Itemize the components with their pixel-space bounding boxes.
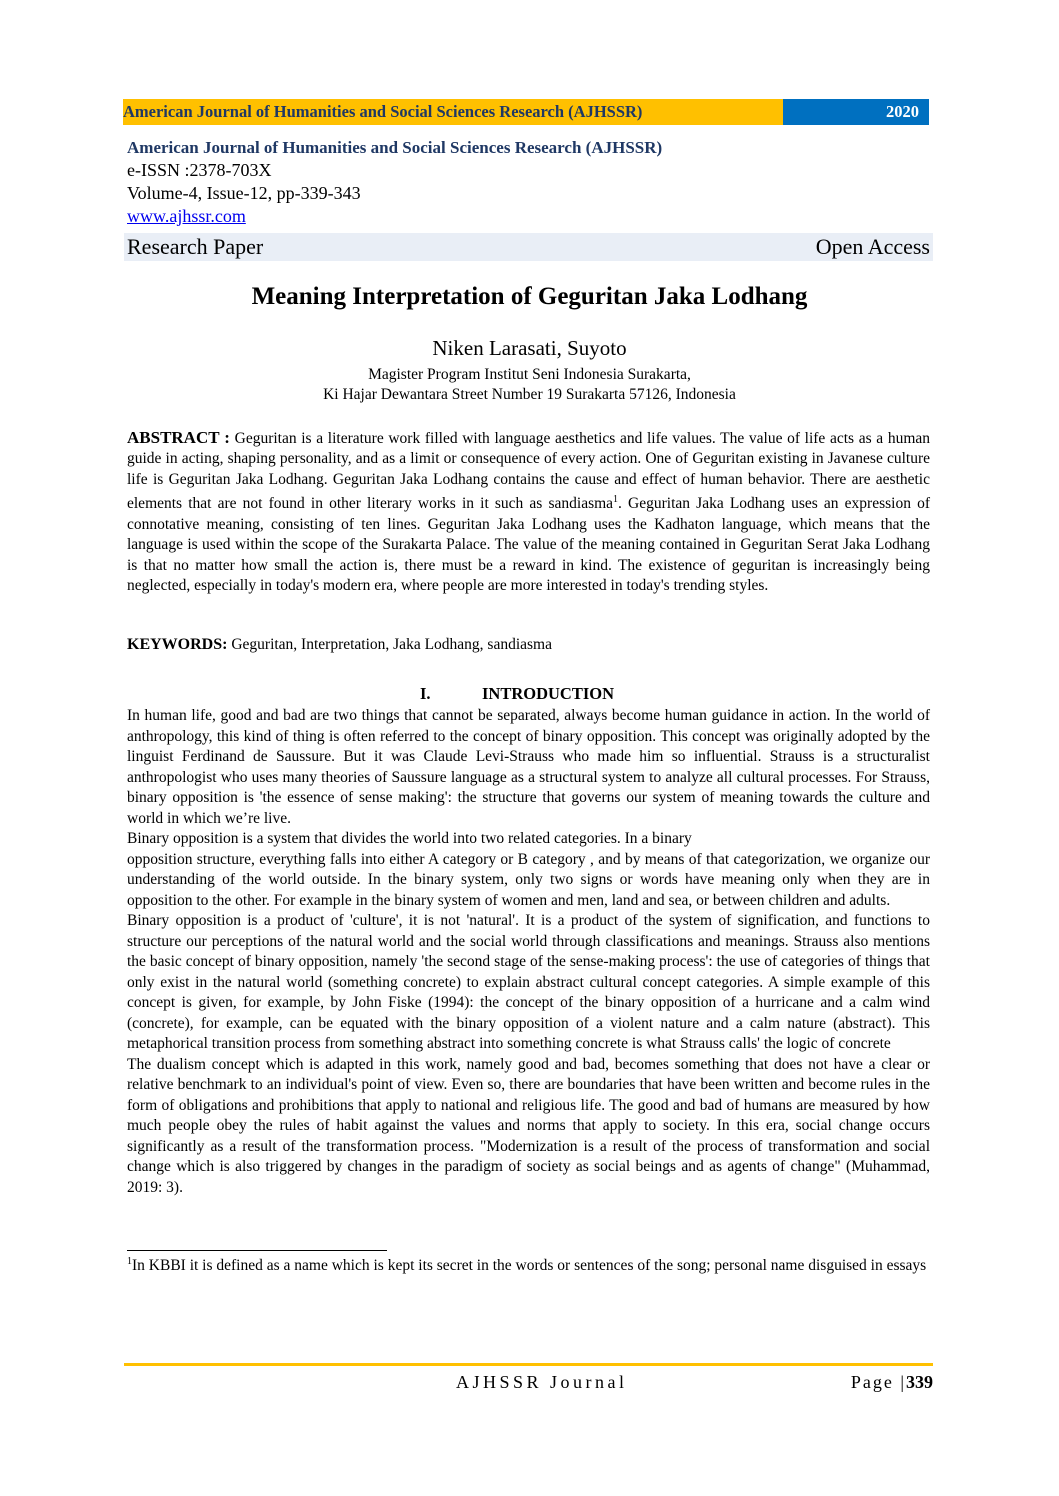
footer-divider: [124, 1363, 933, 1366]
paragraph: opposition structure, everything falls into either A category or B category , and by means of that categorization, we organize our understanding of the world outside. In the binary system, only two signs or words have meaning only when they are in opposition to the other. For example in the binary system of women and men, land and sea, or between children and adults.: [127, 850, 930, 909]
footer-page: [851, 1372, 933, 1393]
footnote-mark: 1: [127, 1256, 132, 1267]
running-header-journal: American Journal of Humanities and Social Sciences Research (AJHSSR): [123, 99, 783, 125]
abstract-text-2: . Geguritan Jaka Lodhang uses an expression of connotative meaning, consisting of ten lines. Geguritan Jaka Lodhang uses the Kadhaton language, which means that the language is used within the scope of the Surakarta Palace. The value of the meaning contained in Geguritan Serat Jaka Lodhang is that no matter how small the action is, there must be a reward in kind. The existence of geguritan is increasingly being neglected, especially in today's modern era, where people are more interested in today's trending styles.: [127, 495, 930, 594]
running-header: [123, 99, 929, 125]
footnote-ref[interactable]: 1: [613, 494, 619, 506]
footnote: [127, 1252, 930, 1276]
footnote-text: In KBBI it is defined as a name which is kept its secret in the words or sentences of the song; personal name disguised in essays: [132, 1257, 927, 1275]
page-number: 339: [906, 1372, 933, 1392]
website-link[interactable]: www.ajhssr.com: [127, 206, 246, 226]
keywords: [127, 636, 930, 654]
keywords-text: Geguritan, Interpretation, Jaka Lodhang, sandiasma: [227, 636, 552, 653]
masthead: [127, 137, 933, 228]
paragraph: The dualism concept which is adapted in this work, namely good and bad, becomes something that does not have a clear or relative benchmark to an individual's point of view. Even so, there are boundaries that have been written and become rules in the form of obligations and prohibitions that apply to national and religious life. The good and bad of humans are measured by how much people obey the rules of habit against the values and norms that apply to society. In this era, social change occurs significantly as a result of the transformation process. "Modernization is a result of the process of transformation and social change which is also triggered by changes in the paradigm of society as social beings and as agents of change" (Muhammad, 2019: 3).: [127, 1055, 930, 1196]
footer-journal: AJHSSR Journal: [456, 1372, 628, 1392]
paragraph: In human life, good and bad are two things that cannot be separated, always become human guidance in action. In the world of anthropology, this kind of thing is often referred to the concept of binary opposition. This concept was originally adopted by the linguist Ferdinand de Saussure. But it was Claude Levi-Strauss who made him so influential. Strauss is a structuralist anthropologist who uses many theories of Saussure language as a structural system to analyze all cultural processes. For Strauss, binary opposition is 'the essence of sense making': the structure that governs our system of meaning towards the culture and world in which we’re live.: [127, 707, 930, 827]
affiliation: [0, 365, 1059, 405]
running-header-year: 2020: [783, 99, 929, 125]
masthead-journal: American Journal of Humanities and Social Sciences Research (AJHSSR): [127, 138, 663, 157]
affiliation-line-1: Magister Program Institut Seni Indonesia Surakarta,: [368, 366, 691, 383]
section-title: INTRODUCTION: [482, 684, 615, 703]
affiliation-line-2: Ki Hajar Dewantara Street Number 19 Surakarta 57126, Indonesia: [323, 386, 736, 403]
issn: e-ISSN :2378-703X: [127, 160, 272, 180]
section-number: I.: [420, 684, 431, 703]
paper-type-bar: [124, 233, 933, 261]
access-type: Open Access: [815, 234, 930, 259]
paper-type: Research Paper: [127, 234, 264, 259]
abstract-label: ABSTRACT :: [127, 428, 230, 447]
introduction-body: [127, 706, 930, 1198]
abstract: [127, 428, 930, 596]
abstract-text-1: Geguritan is a literature work filled with language aesthetics and life values. The value of life acts as a human guide in acting, shaping personality, and as a limit or consequence of every action. One of Geguritan existing in Javanese culture life is Geguritan Jaka Lodhang. Geguritan Jaka Lodhang contains the cause and effect of human behavior. There are aesthetic elements that are not found in other literary works in it such as sandiasma: [127, 430, 931, 513]
article-title: Meaning Interpretation of Geguritan Jaka Lodhang: [251, 283, 808, 310]
keywords-label: KEYWORDS:: [127, 636, 228, 653]
paragraph: Binary opposition is a product of 'culture', it is not 'natural'. It is a product of the system of signification, and functions to structure our perceptions of the natural world and the social world through classifications and meanings. Strauss also mentions the basic concept of binary opposition, namely 'the second stage of the sense-making process': the use of categories of things that only exist in the natural world (something concrete) to explain abstract cultural concept categories. A simple example of this concept is given, for example, by John Fiske (1994): the concept of the binary opposition of a hurricane and a calm wind (concrete), for example, can be equated with the binary opposition of a violent nature and a calm nature (abstract). This metaphorical transition process from something abstract into something concrete is what Strauss calls' the logic of concrete: [127, 912, 930, 1052]
authors: Niken Larasati, Suyoto: [432, 336, 627, 360]
volume-info: Volume-4, Issue-12, pp-339-343: [127, 183, 361, 203]
footer-page-label: Page |: [850, 1372, 906, 1392]
footnote-divider: [127, 1250, 387, 1251]
paragraph: Binary opposition is a system that divides the world into two related categories. In a binary: [127, 830, 692, 847]
